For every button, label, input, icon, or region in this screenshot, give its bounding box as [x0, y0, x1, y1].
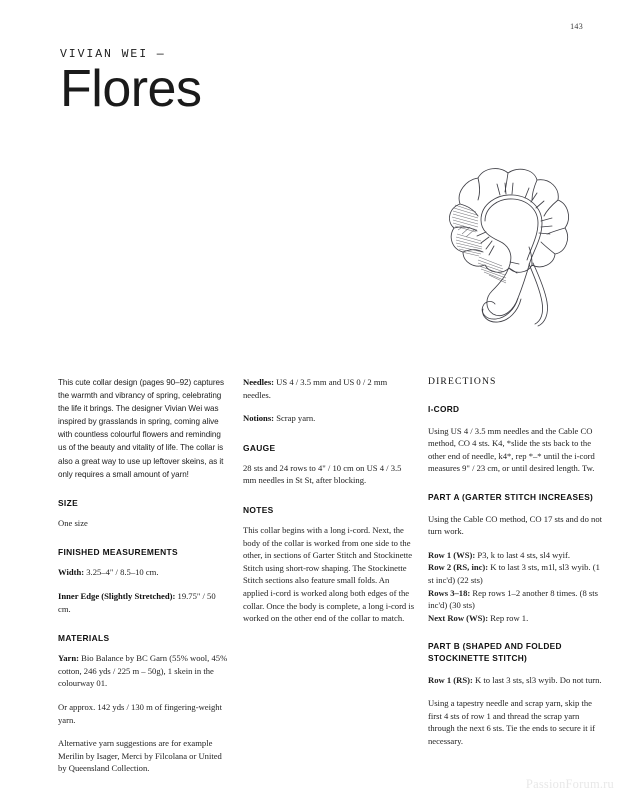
row-instruction-label: Rows 3–18: — [428, 587, 471, 598]
needles-value: US 4 / 3.5 mm and US 0 / 2 mm needles. — [243, 377, 388, 400]
materials-yarn-value: Bio Balance by BC Garn (55% wool, 45% cotton, 246 yds / 225 m – 50g), 1 skein in the colourway 01. — [58, 653, 228, 689]
measurement-inner-edge-value: 19.75" / 50 cm. — [58, 590, 216, 614]
measurement-inner-edge — [58, 590, 230, 615]
section-heading-size: SIZE — [58, 497, 79, 508]
row-instruction — [428, 561, 606, 586]
row-instruction-label: Row 2 (RS, inc): — [428, 562, 489, 573]
notions-value: Scrap yarn. — [274, 413, 316, 424]
part-b-row-instructions — [428, 674, 606, 687]
subsection-heading-i-cord: I-CORD — [428, 404, 460, 414]
watermark: PassionForum.ru — [525, 777, 614, 791]
measurement-width-label: Width: — [58, 567, 85, 578]
materials-yarn-label: Yarn: — [58, 653, 80, 664]
part-a-intro: Using the Cable CO method, CO 17 sts and do not turn work. — [428, 513, 603, 537]
part-b-text: Using a tapestry needle and scrap yarn, skip the first 4 sts of row 1 and thread the scrap yarn through the next 6 sts. Tie the ends to secure it if necessary. — [428, 698, 596, 746]
measurement-inner-edge-label: Inner Edge (Slightly Stretched): — [58, 590, 176, 601]
page-number: 143 — [570, 22, 583, 31]
part-a-row-instructions — [428, 549, 606, 625]
notions-line — [243, 412, 415, 425]
row-instruction — [428, 674, 606, 687]
designer-name: VIVIAN WEI — — [60, 48, 166, 61]
section-heading-directions: DIRECTIONS — [428, 376, 497, 387]
section-heading-materials: MATERIALS — [58, 633, 110, 644]
i-cord-text: Using US 4 / 3.5 mm needles and the Cable CO method, CO 4 sts. K4, *slide the sts back to the other end of needle, k4*, rep *–* until the i-cord measures 9" / 23 cm, or until desired length. Tw. — [428, 425, 595, 474]
row-instruction-label: Row 1 (RS): — [428, 674, 473, 685]
gauge-text: 28 sts and 24 rows to 4" / 10 cm on US 4 / 3.5 mm needles in St St, after blocking. — [243, 462, 402, 486]
row-instruction — [428, 549, 606, 562]
column-directions — [428, 376, 606, 747]
notions-label: Notions: — [243, 413, 275, 424]
row-instruction — [428, 587, 606, 612]
column-needles-gauge-notes — [243, 376, 415, 625]
notes-text: This collar begins with a long i-cord. Next, the body of the collar is worked from one side to the other, in sections of Garter Stitch and Stockinette Stitch using short-row shaping. The Stockinette Stitch sections also feature small folds. An applied i-cord is worked along both edges of the collar. Once the body is complete, a long i-cord is worked on the other end of the collar to match. — [243, 524, 415, 624]
measurement-width — [58, 566, 230, 579]
materials-yarn — [58, 652, 230, 690]
size-value: One size — [58, 517, 88, 528]
needles-label: Needles: — [243, 377, 275, 387]
needles-line — [243, 376, 415, 401]
section-heading-finished-measurements: FINISHED MEASUREMENTS — [58, 547, 178, 558]
materials-yarn-alternatives: Alternative yarn suggestions are for example Merilin by Isager, Merci by Filcolana or United by Queensland Collection. — [58, 738, 222, 774]
row-instruction-label: Next Row (WS): — [428, 612, 489, 623]
section-heading-notes: NOTES — [243, 504, 274, 515]
column-intro-materials — [58, 376, 230, 775]
title-block — [60, 48, 202, 118]
content-columns — [0, 376, 626, 776]
subsection-heading-part-b: PART B (SHAPED AND FOLDED STOCKINETTE STITCH) — [428, 641, 562, 663]
subsection-heading-part-a: PART A (GARTER STITCH INCREASES) — [428, 491, 594, 502]
row-instruction-text: K to last 3 sts, sl3 wyib. Do not turn. — [472, 674, 602, 685]
row-instruction-text: Rep rows 1–2 another 8 times. (8 sts inc'd) (30 sts) — [428, 587, 598, 611]
measurement-width-value: 3.25–4" / 8.5–10 cm. — [84, 567, 159, 578]
collar-illustration — [382, 142, 612, 347]
row-instruction — [428, 612, 606, 625]
intro-paragraph: This cute collar design (pages 90–92) captures the warmth and vibrancy of spring, celebrating the life it brings. The designer Vivian Wei was inspired by grasslands in spring, coming alive with countless colourful flowers and reminding us of the beauty and vitality of life. The collar is also a great way to use up leftover skeins, as it only requires a small amount of yarn! — [58, 378, 224, 479]
row-instruction-text: K to last 3 sts, m1l, sl3 wyib. (1 st inc'd) (22 sts) — [428, 562, 600, 585]
page-title: Flores — [60, 60, 202, 118]
row-instruction-text: P3, k to last 4 sts, sl4 wyif. — [475, 549, 571, 560]
materials-yarn-approx: Or approx. 142 yds / 130 m of fingering-weight yarn. — [58, 701, 222, 725]
row-instruction-text: Rep row 1. — [488, 612, 529, 623]
row-instruction-label: Row 1 (WS): — [428, 549, 476, 560]
section-heading-gauge: GAUGE — [243, 442, 276, 453]
